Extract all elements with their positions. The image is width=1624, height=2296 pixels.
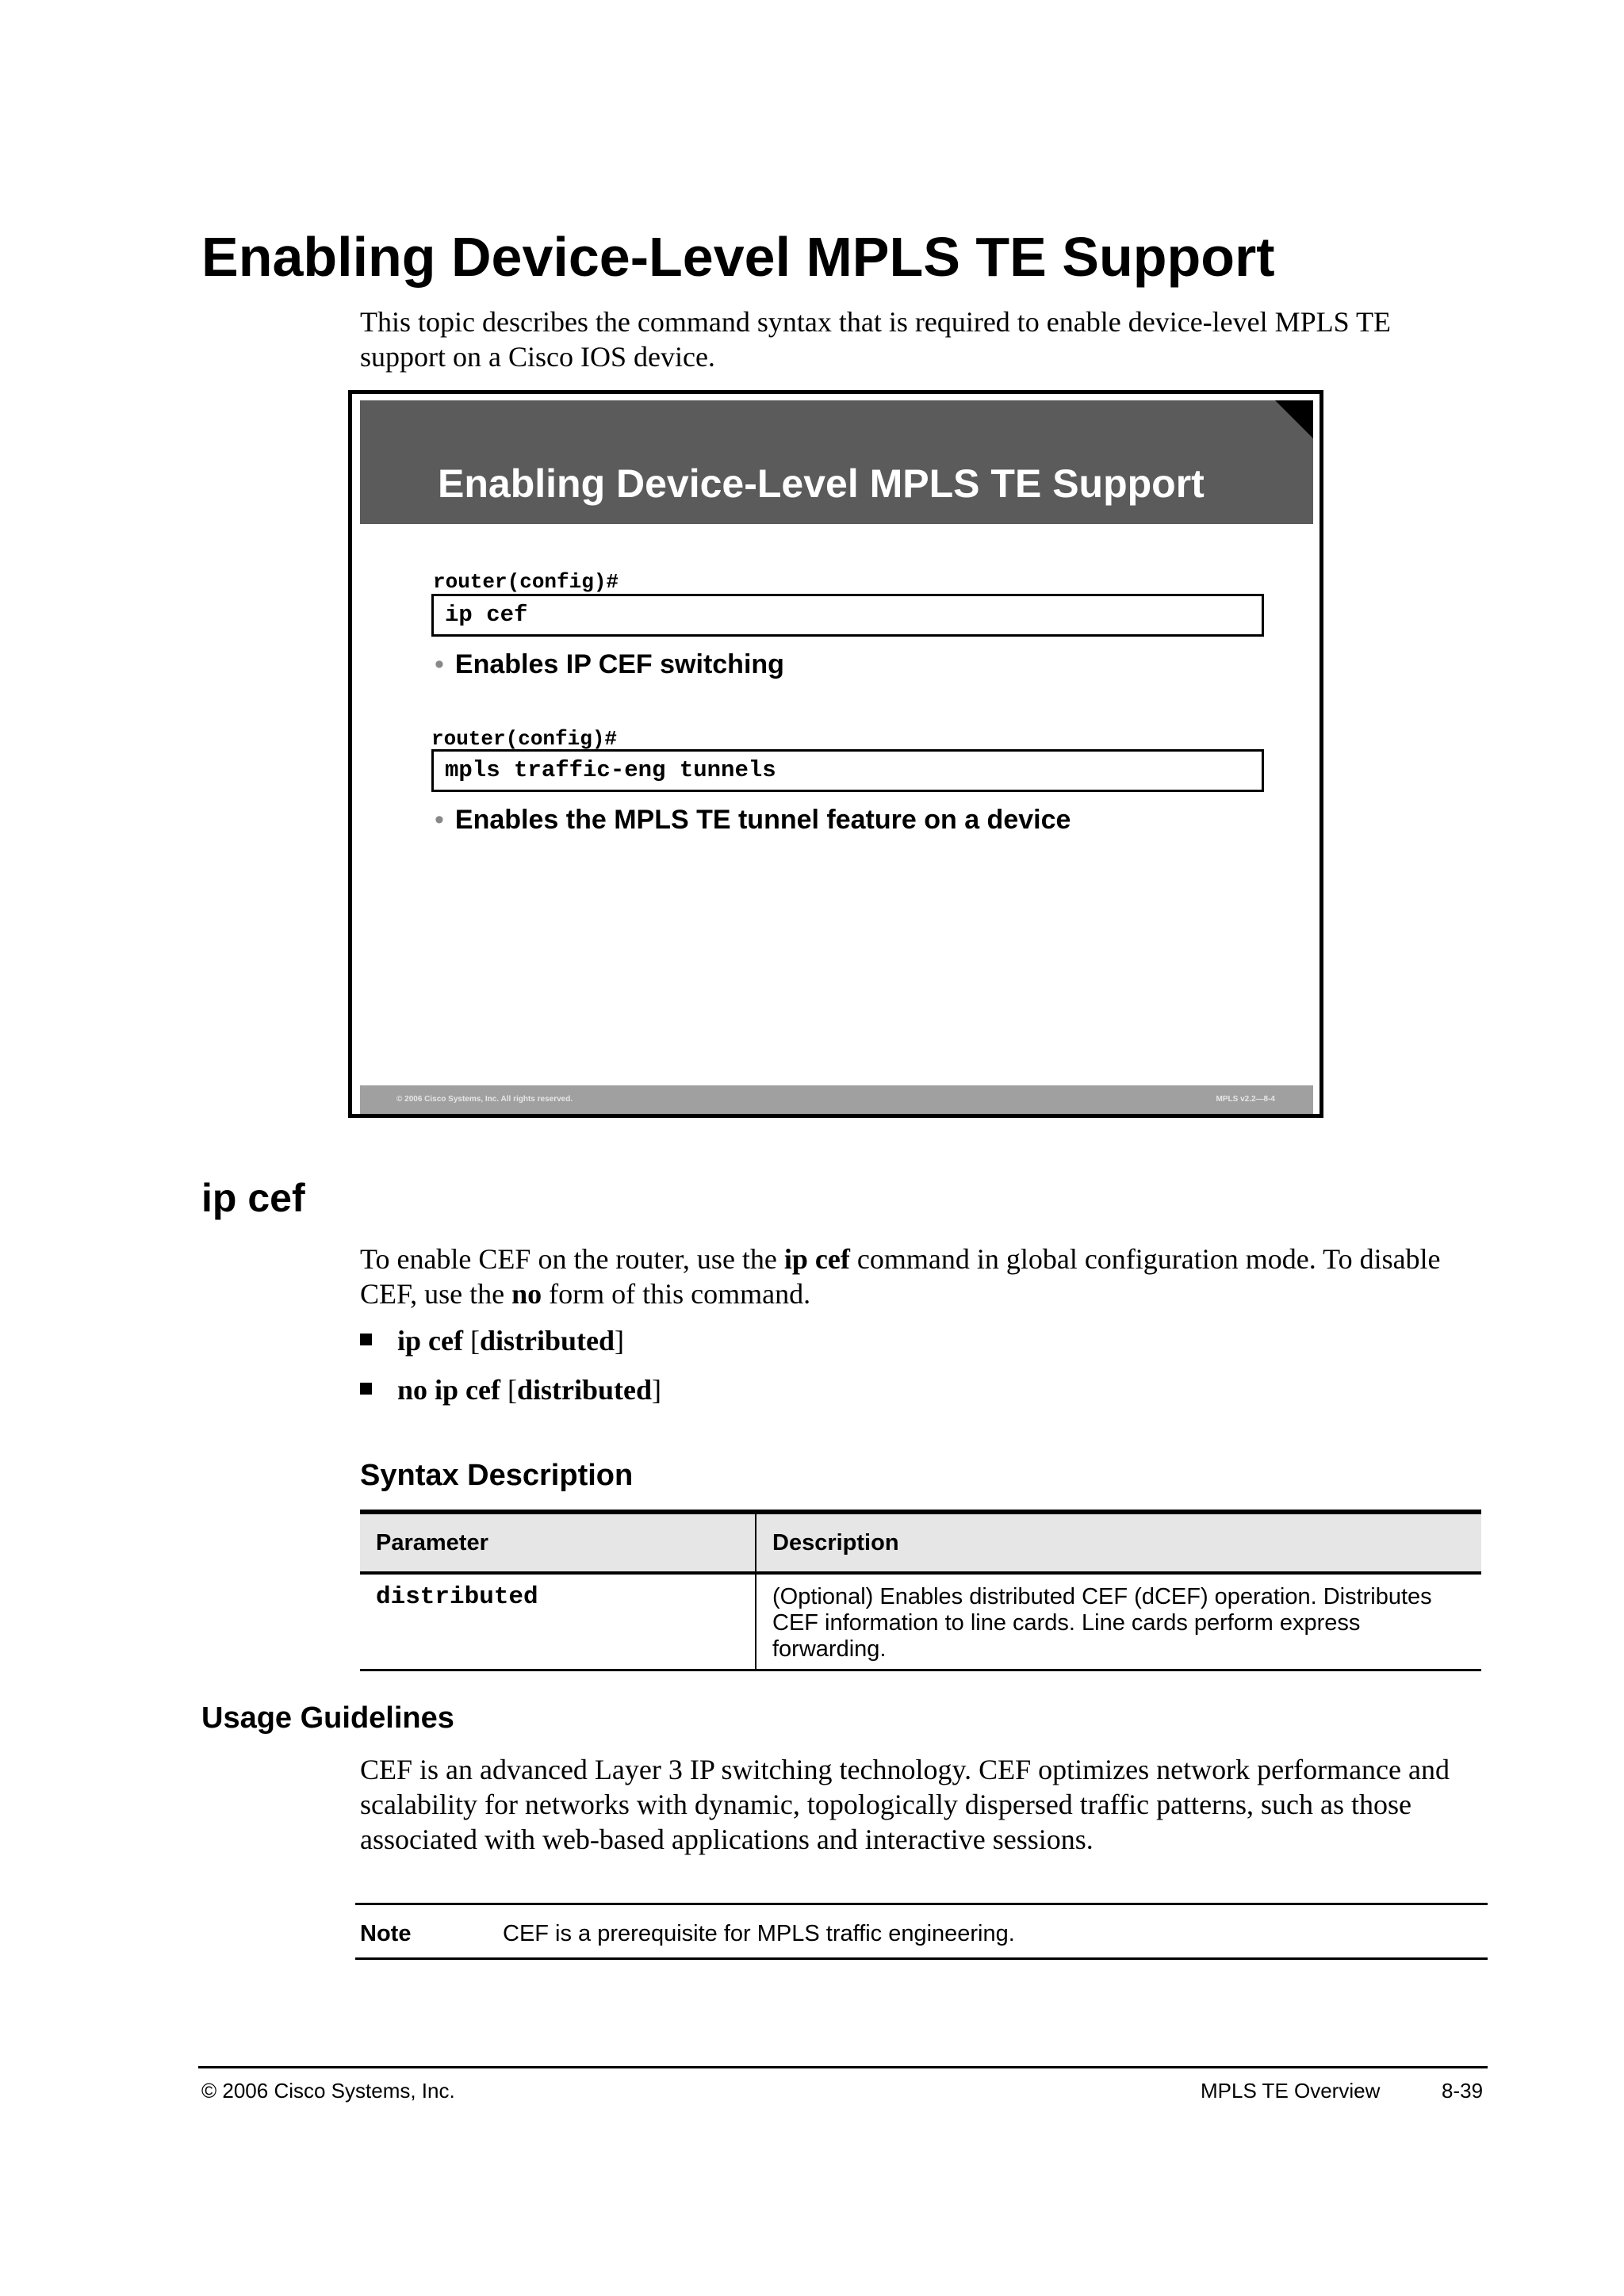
slide-command-box-1: ip cef — [431, 594, 1264, 637]
syntax-description-heading: Syntax Description — [360, 1459, 634, 1492]
intro-paragraph: This topic describes the command syntax that is required to enable device-level MPLS TE support on a Cisco IOS device. — [360, 306, 1391, 373]
slide-footer-copyright: © 2006 Cisco Systems, Inc. All rights reserved. — [396, 1095, 573, 1104]
square-bullet-icon — [360, 1383, 372, 1395]
slide-footer — [360, 1085, 1313, 1114]
parameter-cell: distributed — [360, 1573, 756, 1670]
footer-copyright: © 2006 Cisco Systems, Inc. — [201, 2079, 455, 2103]
footer-page-number: 8-39 — [1442, 2079, 1484, 2103]
bullet-dot-icon: • — [435, 805, 444, 835]
slide-bullet-text: Enables IP CEF switching — [454, 649, 784, 679]
table-row — [360, 1573, 1481, 1670]
slide-bullet-1 — [435, 649, 784, 680]
square-bullet-icon — [360, 1334, 372, 1345]
syntax-item — [360, 1324, 624, 1357]
slide-prompt-2: router(config)# — [431, 727, 618, 751]
slide-footer-code: MPLS v2.2—8-4 — [1216, 1095, 1275, 1104]
ip-cef-description — [360, 1242, 1478, 1311]
table-header-row — [360, 1512, 1481, 1573]
desc-text: form of this command. — [542, 1278, 811, 1310]
page-title: Enabling Device-Level MPLS TE Support — [201, 226, 1275, 288]
syntax-argument: distributed — [479, 1325, 615, 1357]
note-box — [355, 1903, 1488, 1960]
syntax-command: no ip cef — [397, 1374, 500, 1406]
usage-guidelines-text: CEF is an advanced Layer 3 IP switching technology. CEF optimizes network performance and scalability for networks with dynamic, topologically dispersed traffic patterns, such as those associated with web-based applications and interactive sessions. — [360, 1754, 1450, 1855]
slide-title: Enabling Device-Level MPLS TE Support — [438, 461, 1205, 506]
footer-section: MPLS TE Overview — [1201, 2079, 1381, 2103]
syntax-item — [360, 1373, 661, 1406]
desc-text: To enable CEF on the router, use the — [360, 1243, 784, 1275]
slide-prompt-1: router(config)# — [433, 570, 619, 594]
syntax-command: ip cef — [397, 1325, 463, 1357]
column-header-description: Description — [756, 1512, 1481, 1573]
note-text: CEF is a prerequisite for MPLS traffic engineering. — [503, 1921, 1015, 1946]
desc-keyword: no — [511, 1278, 542, 1310]
description-cell: (Optional) Enables distributed CEF (dCEF) operation. Distributes CEF information to line cards. Line cards perform express forwarding. — [756, 1573, 1481, 1670]
bullet-dot-icon: • — [435, 649, 444, 679]
desc-command: ip cef — [783, 1243, 850, 1275]
slide-bullet-text: Enables the MPLS TE tunnel feature on a device — [454, 805, 1071, 835]
slide-banner — [360, 400, 1313, 524]
slide-figure — [348, 390, 1323, 1118]
note-label: Note — [360, 1921, 412, 1946]
slide-corner-decoration — [1275, 400, 1313, 438]
usage-guidelines-heading: Usage Guidelines — [201, 1701, 454, 1735]
bracket: ] — [615, 1325, 625, 1357]
syntax-description-table — [360, 1510, 1481, 1671]
slide-bullet-2 — [435, 805, 1071, 836]
bracket: [ — [500, 1374, 517, 1406]
section-heading-ip-cef: ip cef — [201, 1176, 305, 1220]
desc-text: command in global configuration mode. To disable CEF, use the — [360, 1243, 1441, 1310]
syntax-argument: distributed — [517, 1374, 653, 1406]
bracket: [ — [462, 1325, 480, 1357]
slide-command-box-2: mpls traffic-eng tunnels — [431, 749, 1264, 792]
bracket: ] — [652, 1374, 662, 1406]
footer-divider — [198, 2066, 1488, 2068]
column-header-parameter: Parameter — [360, 1512, 756, 1573]
